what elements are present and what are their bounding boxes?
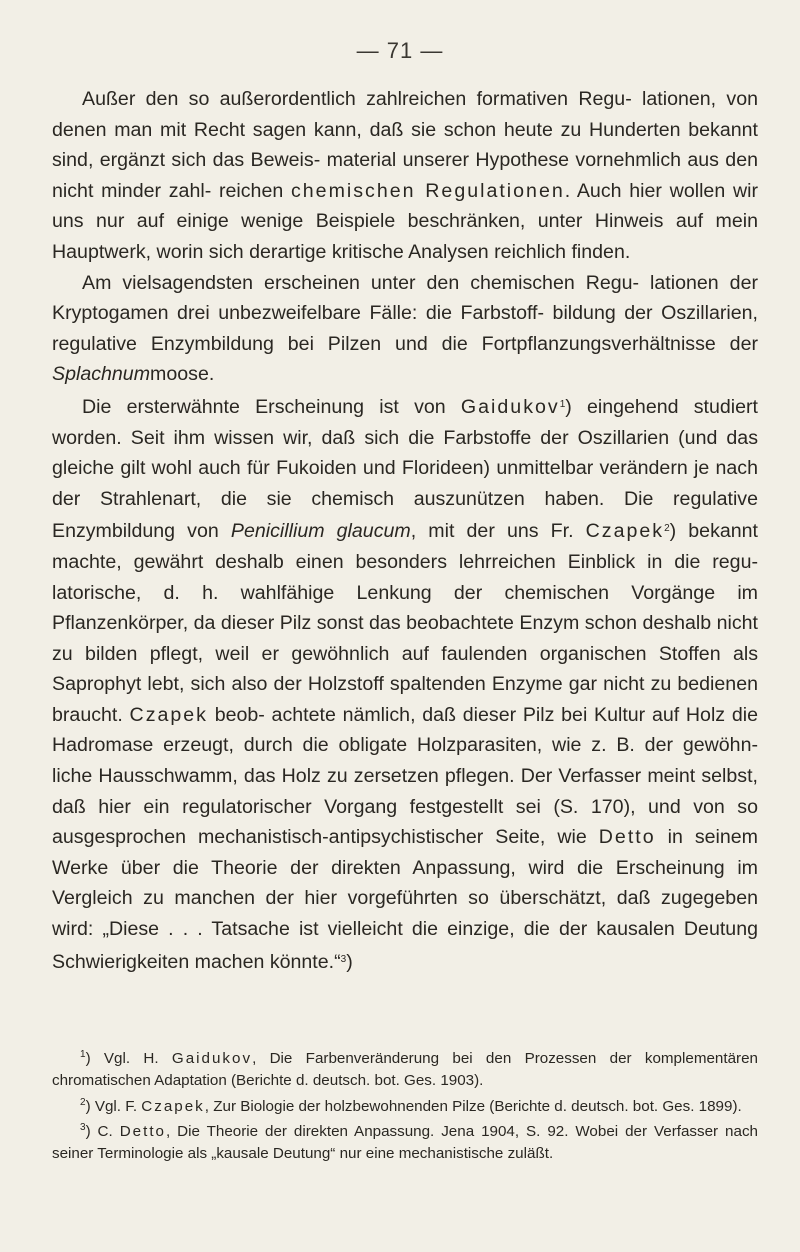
citation-text: , Die Theorie der direkten Anpassung. Jena 1904, S. 92. Wobei der Verfasser nach seiner Terminologie als „kausale Deutung“ nur eine mechanistische zuläßt. — [52, 1123, 758, 1163]
text-run: ) C. — [85, 1123, 113, 1141]
text-run: ) Vgl. F. — [85, 1097, 138, 1115]
spaced-term: chemischen Regulationen — [290, 179, 565, 202]
text-run: beob- achtete nämlich, daß dieser Pilz bei Kultur auf Holz die Hadromase erzeugt, durch die obligate Holzparasiten, wie z. B. der gewöhn- liche Hausschwamm, das Holz zu zersetzen pflegen. Der Verfasser meint selbst, daß hier ein regulatorischer Vorgang festgestellt sei (S. 170), und von so ausgesprochen mechanistisch-antipsychistischer Seite, wie — [52, 703, 758, 849]
text-run: moose. — [150, 363, 215, 386]
author-name: Czapek — [129, 703, 208, 726]
paragraph-2 — [52, 268, 758, 390]
footnote-marker: 1 — [559, 398, 566, 410]
footnote-2 — [52, 1092, 758, 1118]
main-text — [52, 84, 758, 977]
footnote-number: 3 — [80, 1122, 86, 1134]
author-name: Gaidukov — [460, 395, 560, 418]
citation-text: , Die Farbenveränderung bei den Prozessen der komplementären chromatischen Adaptation (Berichte d. deutsch. bot. Ges. 1903). — [52, 1050, 758, 1089]
footnote-number: 2 — [80, 1096, 86, 1108]
citation-text: , Zur Biologie der holzbewohnenden Pilze (Berichte d. deutsch. bot. Ges. 1899). — [204, 1097, 742, 1115]
footnote-marker: 2 — [664, 523, 670, 535]
paragraph-1 — [52, 84, 758, 268]
text-run: ) Vgl. H. — [85, 1050, 159, 1067]
text-run: in seinem Werke über die Theorie der direkten Anpassung, wird die Erscheinung im Vergleich zu manchen der hier vorgeführten so überschätzt, daß zugegeben wird: „Diese . . . Tatsache ist vielleicht die einzige, die der kausalen Deutung Schwierigkeiten machen könnte.“ — [52, 826, 759, 973]
author-name: Czapek — [585, 520, 665, 543]
text-run: Am vielsagendsten erscheinen unter den chemischen Regu- lationen der Kryptogamen drei unbezweifelbare Fälle: die Farbstoff- bildung der Oszillarien, regulative Enzymbildung bei Pilzen und die Fortpflanzungsverhältnisse der — [52, 271, 758, 355]
footnote-1 — [52, 1044, 758, 1092]
author-name: Gaidukov — [171, 1050, 253, 1067]
author-name: Czapek — [141, 1097, 205, 1115]
text-run: ) bekannt machte, gewährt deshalb einen besonders lehrreichen Einblick in die regu- latorische, d. h. wahlfähige Lenkung der chemischen Vorgänge im Pflanzenkörper, da dieser Pilz sonst das beobachtete Enzym schon deshalb nicht zu bilden pflegt, weil er gewöhnlich auf faulenden organischen Stoffen als Saprophyt lebt, sich also der Holzstoff spaltenden Enzyme gar nicht zu bedienen braucht. — [52, 520, 759, 726]
text-run: Die ersterwähnte Erscheinung ist von — [82, 395, 446, 418]
paragraph-3 — [52, 390, 758, 977]
footnote-marker: 3 — [340, 953, 347, 965]
footnote-3 — [52, 1117, 758, 1165]
italic-term: Splachnum — [52, 363, 151, 386]
page-number: — 71 — — [356, 38, 444, 63]
text-run: , mit der uns Fr. — [410, 520, 574, 543]
footnotes — [52, 1044, 758, 1165]
text-run: ) eingehend studiert worden. Seit ihm wissen wir, daß sich die Farbstoffe der Oszillarien (und das gleiche gilt wohl auch für Fukoiden und Florideen) unmittelbar verändern je nach der Strahlenart, die sie chemisch auszunützen haben. Die regulative Enzymbildung von — [52, 395, 758, 543]
italic-term: Penicillium glaucum — [230, 520, 411, 543]
text-run: Außer den so außerordentlich zahlreichen formativen Regu- lationen, von denen man mit Recht sagen kann, daß sie schon heute zu Hunderten bekannt sind, ergänzt sich das Beweis- material unserer Hypothese vornehmlich aus den nicht minder zahl- reichen — [52, 88, 758, 202]
text-run: . Auch hier wollen wir uns nur auf einige wenige Beispiele beschränken, unter Hinweis auf mein Hauptwerk, worin sich derartige kritische Analysen reichlich finden. — [52, 179, 758, 263]
author-name: Detto — [119, 1123, 166, 1141]
text-run: ) — [346, 950, 353, 973]
author-name: Detto — [598, 826, 656, 849]
footnote-number: 1 — [80, 1049, 86, 1060]
